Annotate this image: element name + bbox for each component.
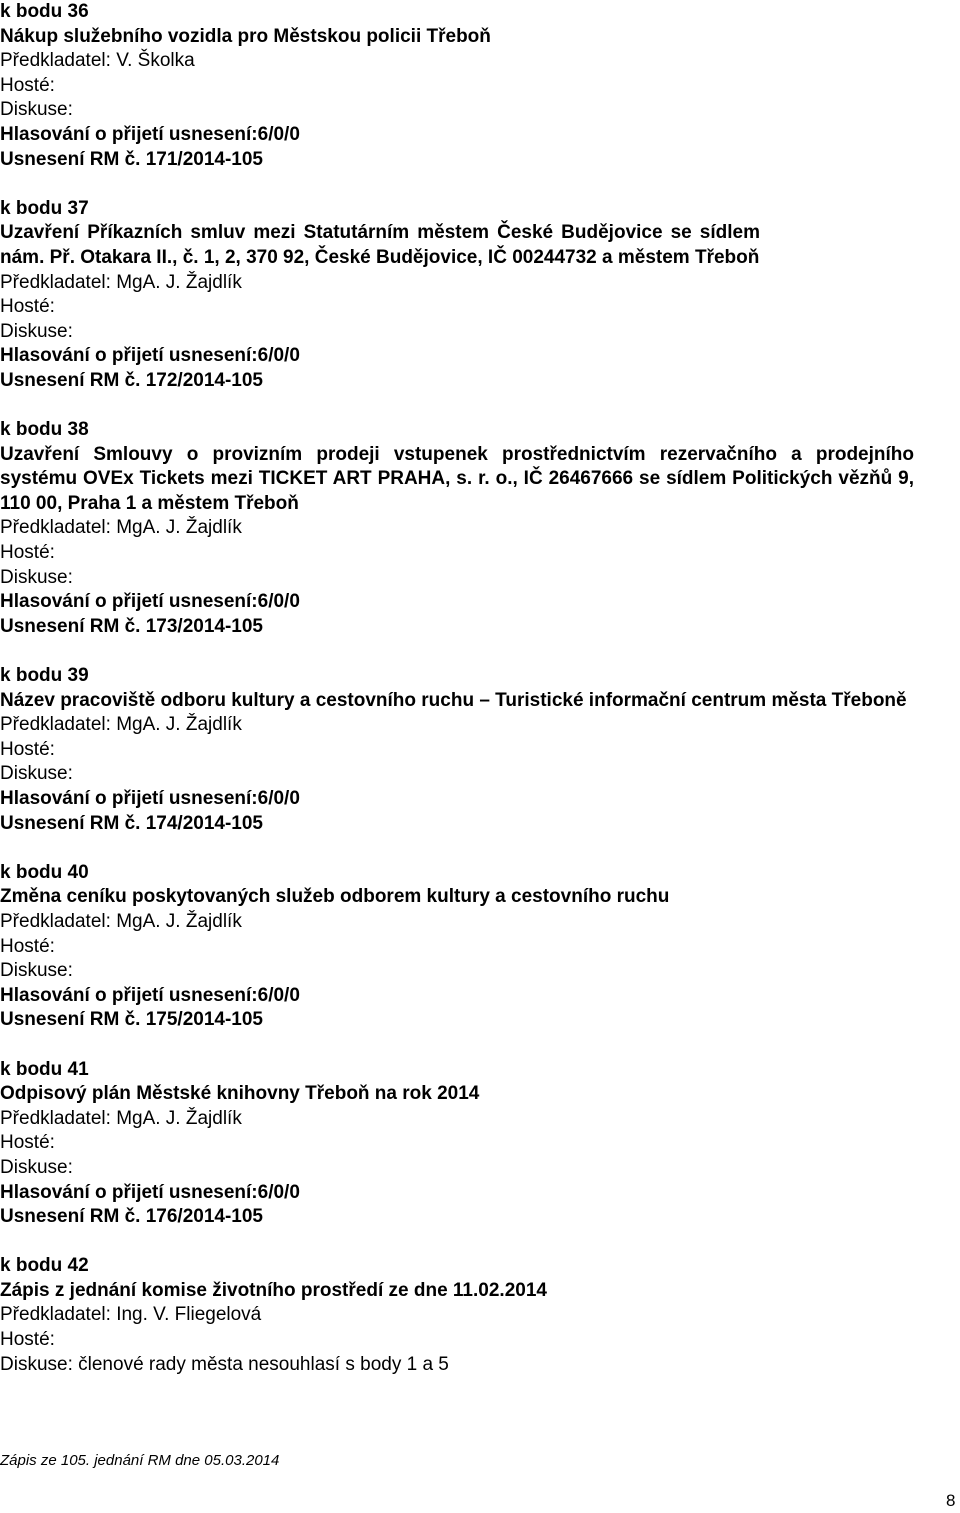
guests-label: Hosté: [0,542,55,564]
guests-label: Hosté: [0,738,55,760]
presenter-label: Předkladatel: [0,1107,111,1129]
vote-line [0,123,914,148]
discussion-line [0,566,914,591]
discussion-label: Diskuse: [0,763,73,785]
presenter-name: MgA. J. Žajdlík [116,910,242,932]
item-title: Uzavření Příkazních smluv mezi Statutárním městem České Budějovice se sídlem nám. Př. Otakara II., č. 1, 2, 370 92, České Budějovice, IČ 00244732 a městem Třeboň [0,222,760,268]
guests-label: Hosté: [0,1329,55,1351]
item-title: Zápis z jednání komise životního prostředí ze dne 11.02.2014 [0,1279,547,1301]
guests-label: Hosté: [0,935,55,957]
presenter-name: MgA. J. Žajdlík [116,517,242,539]
discussion-line [0,959,914,984]
presenter-label: Předkladatel: [0,714,111,736]
vote-line [0,590,914,615]
vote-line [0,787,914,812]
item-title: Uzavření Smlouvy o provizním prodeji vstupenek prostřednictvím rezervačního a prodejního systému OVEx Tickets mezi TICKET ART PRAHA, s. r. o., IČ 26467666 se sídlem Politických vězňů 9, 110 00, Praha 1 a městem Třeboň [0,443,914,514]
discussion-label: Diskuse: [0,320,73,342]
item-heading: k bodu 39 [0,665,89,687]
discussion-label: Diskuse: [0,99,73,121]
vote-label: Hlasování o přijetí usnesení: [0,591,258,613]
discussion-label: Diskuse: [0,566,73,588]
vote-result: 6/0/0 [257,123,300,145]
item-heading: k bodu 40 [0,861,89,883]
vote-line [0,984,914,1009]
agenda-item [0,861,914,1033]
item-heading: k bodu 38 [0,419,89,441]
guests-label: Hosté: [0,296,55,318]
presenter-name: MgA. J. Žajdlík [116,714,242,736]
item-heading: k bodu 37 [0,197,89,219]
discussion-text: členové rady města nesouhlasí s body 1 a 5 [78,1353,449,1375]
vote-result: 6/0/0 [257,591,300,613]
vote-result: 6/0/0 [257,788,300,809]
resolution-number: Usnesení RM č. 176/2014-105 [0,1206,263,1228]
presenter-label: Předkladatel: [0,50,111,72]
agenda-item [0,0,914,172]
discussion-line [0,1156,914,1181]
presenter-name: MgA. J. Žajdlík [116,1107,242,1129]
resolution-number: Usnesení RM č. 175/2014-105 [0,1009,263,1031]
discussion-label: Diskuse: [0,960,73,982]
page-number: 8 [946,1491,956,1510]
agenda-item [0,197,914,394]
discussion-line [0,98,914,123]
vote-line [0,344,914,369]
page-footer: Zápis ze 105. jednání RM dne 05.03.2014 [0,1452,280,1469]
guests-label: Hosté: [0,74,55,96]
vote-label: Hlasování o přijetí usnesení: [0,1181,258,1203]
vote-label: Hlasování o přijetí usnesení: [0,984,258,1006]
presenter-line [0,713,914,738]
item-title: Odpisový plán Městské knihovny Třeboň na rok 2014 [0,1083,480,1105]
vote-result: 6/0/0 [257,984,300,1006]
discussion-line [0,762,914,787]
presenter-line [0,49,914,74]
presenter-label: Předkladatel: [0,517,111,539]
resolution-number: Usnesení RM č. 172/2014-105 [0,369,263,391]
discussion-line [0,320,914,345]
guests-label: Hosté: [0,1132,55,1154]
vote-line [0,1181,914,1206]
item-heading: k bodu 41 [0,1058,89,1080]
presenter-name: V. Školka [116,50,195,72]
presenter-label: Předkladatel: [0,910,111,932]
item-title: Změna ceníku poskytovaných služeb odborem kultury a cestovního ruchu [0,886,670,908]
discussion-label: Diskuse: [0,1353,73,1375]
item-title: Název pracoviště odboru kultury a cestovního ruchu – Turistické informační centrum města Třeboně [0,689,907,711]
agenda-item [0,664,914,836]
item-heading: k bodu 36 [0,1,89,22]
vote-label: Hlasování o přijetí usnesení: [0,345,258,367]
vote-label: Hlasování o přijetí usnesení: [0,788,258,809]
agenda-item [0,1254,914,1377]
item-heading: k bodu 42 [0,1255,89,1277]
resolution-number: Usnesení RM č. 173/2014-105 [0,615,263,637]
vote-result: 6/0/0 [257,1181,300,1203]
discussion-line [0,1353,914,1378]
presenter-line [0,271,914,296]
presenter-name: Ing. V. Fliegelová [116,1304,262,1326]
presenter-label: Předkladatel: [0,271,111,293]
agenda-item [0,1058,914,1230]
presenter-name: MgA. J. Žajdlík [116,271,242,293]
item-title: Nákup služebního vozidla pro Městskou policii Třeboň [0,25,491,47]
presenter-line [0,1107,914,1132]
presenter-line [0,910,914,935]
presenter-line [0,1303,914,1328]
presenter-line [0,516,914,541]
resolution-number: Usnesení RM č. 171/2014-105 [0,148,263,170]
discussion-label: Diskuse: [0,1156,73,1178]
agenda-item [0,418,914,639]
vote-label: Hlasování o přijetí usnesení: [0,123,258,145]
vote-result: 6/0/0 [257,345,300,367]
resolution-number: Usnesení RM č. 174/2014-105 [0,812,263,834]
presenter-label: Předkladatel: [0,1304,111,1326]
